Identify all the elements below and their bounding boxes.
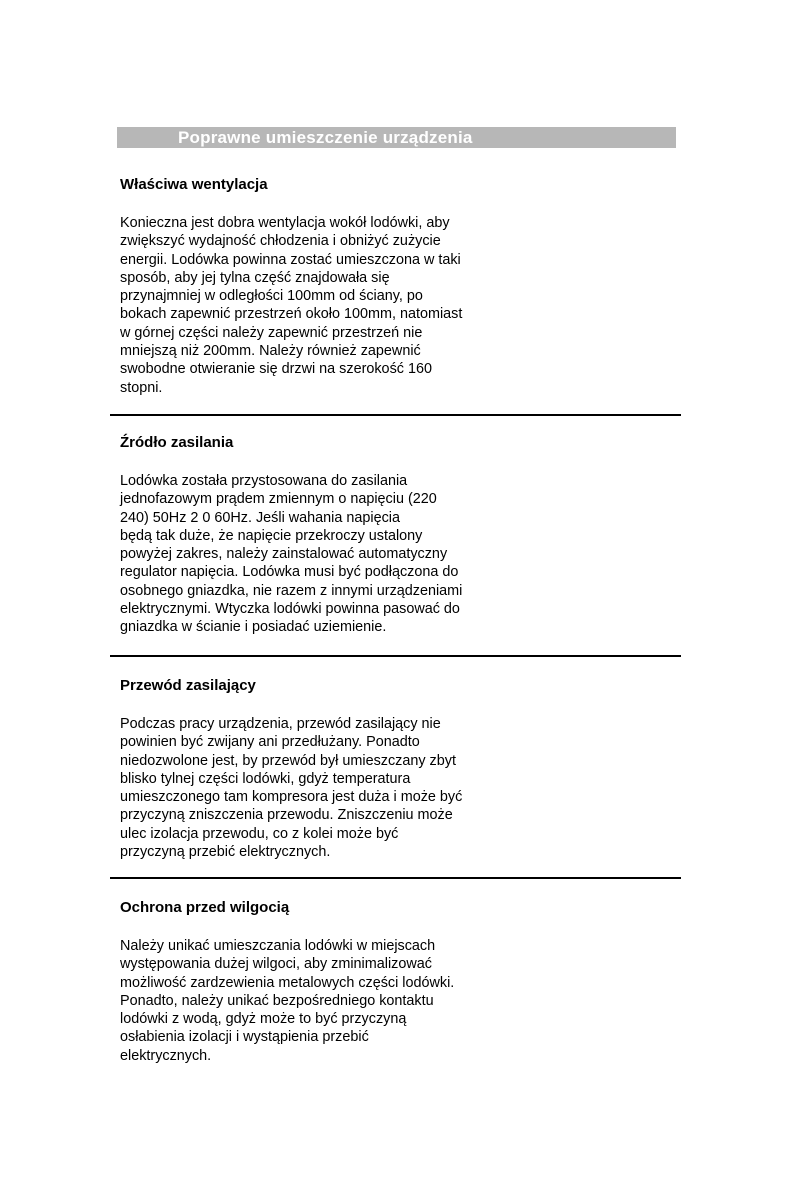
divider — [110, 414, 681, 416]
section-text: Konieczna jest dobra wentylacja wokół lodówki, aby zwiększyć wydajność chłodzenia i obniżyć zużycie energii. Lodówka powinna zostać umieszczona w taki sposób, aby jej tylna część znajdowała się przynajmniej w odległości 100mm od ściany, po bokach zapewnić przestrzeń około 100mm, natomiast w górnej części należy zapewnić przestrzeń nie mniejszą niż 200mm. Należy również zapewnić swobodne otwieranie się drzwi na szerokość 160 stopni. — [120, 215, 463, 396]
section-moisture-protection — [120, 899, 510, 1065]
divider — [110, 877, 681, 879]
page-title: Poprawne umieszczenie urządzenia — [117, 127, 676, 148]
section-power-source — [120, 434, 510, 637]
section-heading: Źródło zasilania — [120, 434, 234, 451]
section-text: Lodówka została przystosowana do zasilania jednofazowym prądem zmiennym o napięciu (220 240) 50Hz 2 0 60Hz. Jeśli wahania napięcia będą tak duże, że napięcie przekroczy ustalony powyżej zakres, należy zainstalować automatyczny regulator napięcia. Lodówka musi być podłączona do osobnego gniazdka, nie razem z innymi urządzeniami elektrycznymi. Wtyczka lodówki powinna pasować do gniazdka w ścianie i posiadać uziemienie. — [120, 473, 463, 636]
section-power-cord — [120, 677, 510, 861]
section-ventilation — [120, 176, 510, 397]
section-text: Należy unikać umieszczania lodówki w miejscach występowania dużej wilgoci, aby zminimalizować możliwość zardzewienia metalowych części lodówki. Ponadto, należy unikać bezpośredniego kontaktu lodówki z wodą, gdyż może to być przyczyną osłabienia izolacji i wystąpienia przebić elektrycznych. — [120, 938, 455, 1064]
section-text: Podczas pracy urządzenia, przewód zasilający nie powinien być zwijany ani przedłużany. Ponadto niedozwolone jest, by przewód był umieszczany zbyt blisko tylnej części lodówki, gdyż temperatura umieszczonego tam kompresora jest duża i może być przyczyną zniszczenia przewodu. Zniszczeniu może ulec izolacja przewodu, co z kolei może być przyczyną przebić elektrycznych. — [120, 716, 463, 861]
divider — [110, 655, 681, 657]
section-heading: Przewód zasilający — [120, 677, 256, 694]
section-heading: Ochrona przed wilgocią — [120, 899, 290, 916]
section-heading: Właściwa wentylacja — [120, 176, 268, 193]
